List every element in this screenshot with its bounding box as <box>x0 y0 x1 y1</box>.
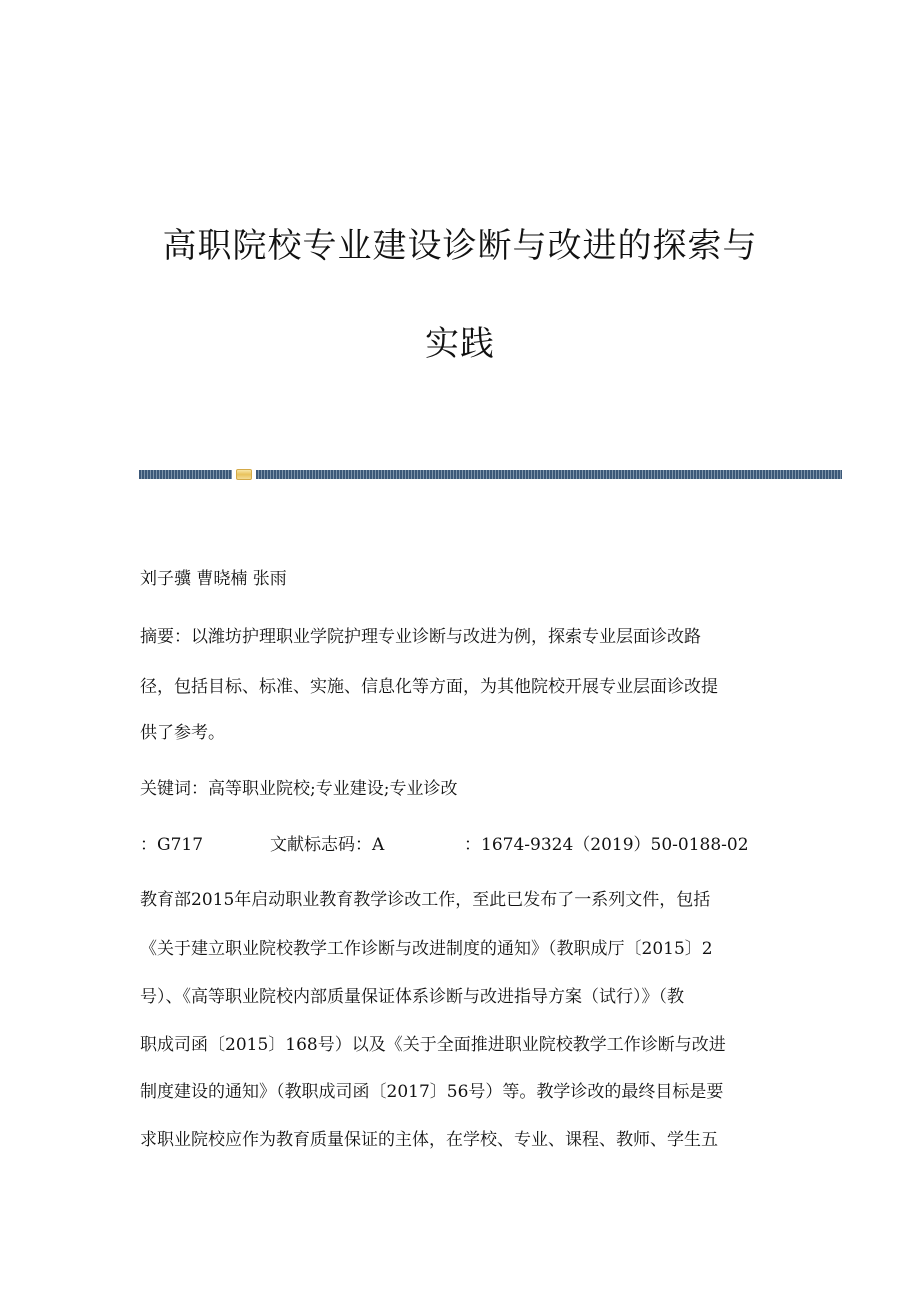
body-line-2: 《关于建立职业院校教学工作诊断与改进制度的通知》（教职成厅〔2015〕2 <box>140 939 713 959</box>
document-title-line-1: 高职院校专业建设诊断与改进的探索与 <box>162 226 758 266</box>
body-line-6: 求职业院校应作为教育质量保证的主体，在学校、专业、课程、教师、学生五 <box>140 1130 718 1150</box>
abstract-line-1: 摘要：以潍坊护理职业学院护理专业诊断与改进为例，探索专业层面诊改路 <box>140 627 701 647</box>
document-code: 文献标志码：A <box>270 835 385 855</box>
abstract-line-3: 供了参考。 <box>140 723 225 743</box>
body-line-3: 号）、《高等职业院校内部质量保证体系诊断与改进指导方案（试行）》（教 <box>140 987 684 1007</box>
divider-ornament-icon <box>236 469 252 480</box>
classification-number: ：G717 <box>140 835 204 855</box>
keywords: 关键词：高等职业院校;专业建设;专业诊改 <box>140 779 458 799</box>
body-line-5: 制度建设的通知》（教职成司函〔2017〕56号）等。教学诊改的最终目标是要 <box>140 1082 724 1102</box>
abstract-line-2: 径，包括目标、标准、实施、信息化等方面，为其他院校开展专业层面诊改提 <box>140 677 718 697</box>
article-number: ：1674-9324（2019）50-0188-02 <box>464 835 749 855</box>
body-line-1: 教育部2015年启动职业教育教学诊改工作，至此已发布了一系列文件，包括 <box>140 890 711 910</box>
body-line-4: 职成司函〔2015〕168号）以及《关于全面推进职业院校教学工作诊断与改进 <box>140 1035 726 1055</box>
title-divider-left <box>139 470 232 479</box>
document-title-line-2: 实践 <box>425 324 495 364</box>
title-divider-right <box>256 470 842 479</box>
authors: 刘子骥 曹晓楠 张雨 <box>140 569 287 589</box>
